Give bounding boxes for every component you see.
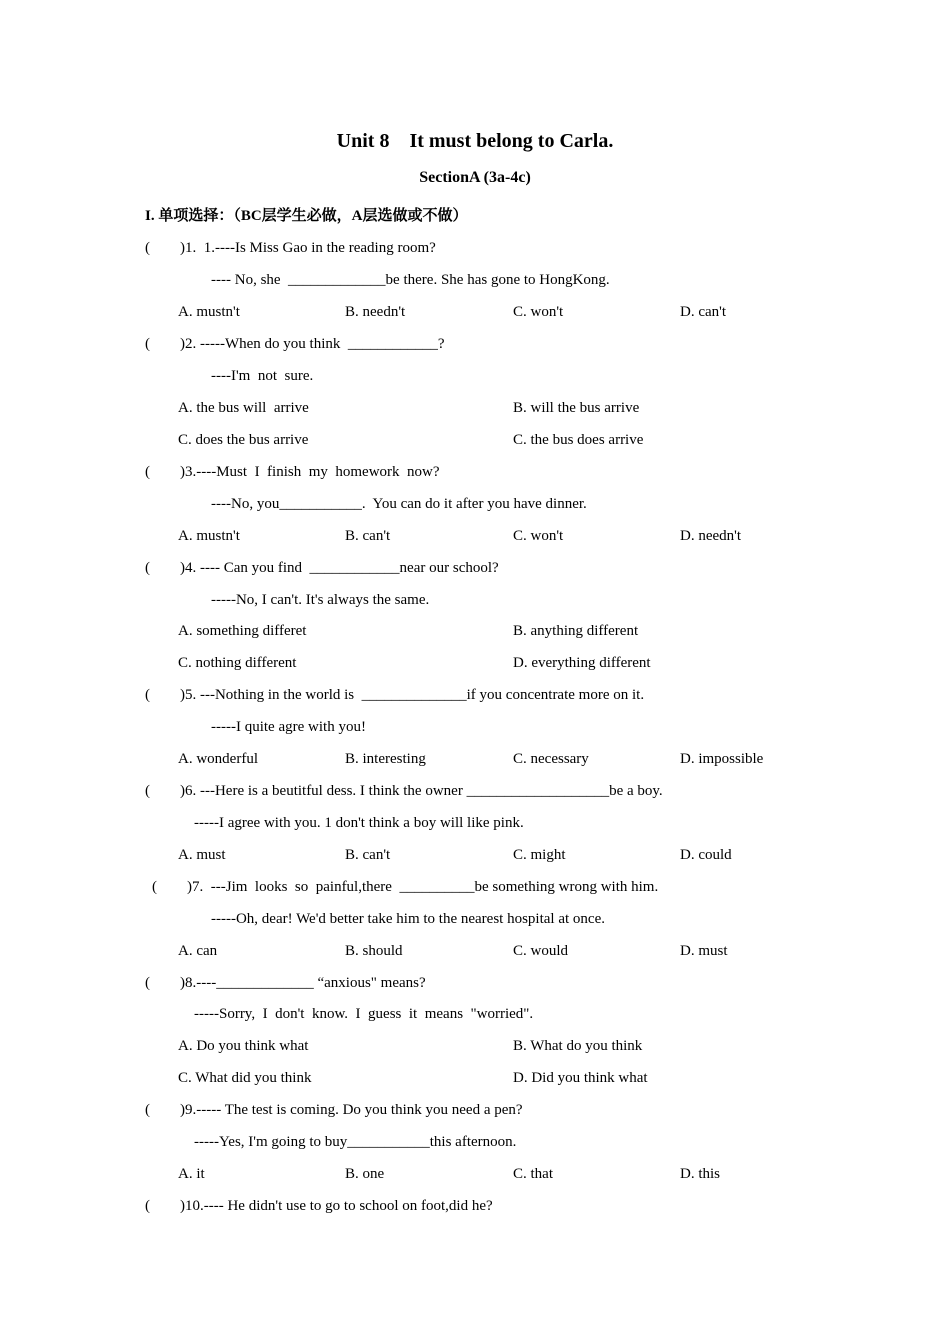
question-3-option-c: C. won't xyxy=(513,528,564,544)
question-8-option-c: C. What did you think xyxy=(178,1070,312,1086)
question-7-option-c: C. would xyxy=(513,943,569,959)
section-heading: I. 单项选择：（BC层学生必做，A层选做或不做） xyxy=(145,208,468,224)
question-6-option-d: D. could xyxy=(680,847,732,863)
question-3-option-a: A. mustn't xyxy=(178,528,240,544)
question-1-option-b: B. needn't xyxy=(345,304,406,320)
question-5-option-d: D. impossible xyxy=(680,751,764,767)
question-2-option-b: B. will the bus arrive xyxy=(513,400,640,416)
question-3-prompt: ( )3.----Must I finish my homework now? xyxy=(145,464,440,480)
question-1-option-c: C. won't xyxy=(513,304,564,320)
question-7-option-b: B. should xyxy=(345,943,403,959)
question-4-option-a: A. something differet xyxy=(178,623,307,639)
question-5-reply: -----I quite agre with you! xyxy=(211,719,366,735)
question-6-option-a: A. must xyxy=(178,847,226,863)
question-9-option-a: A. it xyxy=(178,1166,205,1182)
question-9-option-b: B. one xyxy=(345,1166,385,1182)
question-4-option-d: D. everything different xyxy=(513,655,651,671)
question-5-option-b: B. interesting xyxy=(345,751,426,767)
question-6-option-b: B. can't xyxy=(345,847,391,863)
page-title: Unit 8 It must belong to Carla. xyxy=(336,130,614,152)
question-3-option-b: B. can't xyxy=(345,528,391,544)
question-1-option-a: A. mustn't xyxy=(178,304,240,320)
question-4-option-c: C. nothing different xyxy=(178,655,297,671)
question-9-option-d: D. this xyxy=(680,1166,721,1182)
question-5-option-c: C. necessary xyxy=(513,751,589,767)
question-2-reply: ----I'm not sure. xyxy=(211,368,314,384)
question-2-option-d: C. the bus does arrive xyxy=(513,432,644,448)
question-7-option-d: D. must xyxy=(680,943,728,959)
question-8-option-b: B. What do you think xyxy=(513,1038,643,1054)
question-8-option-a: A. Do you think what xyxy=(178,1038,309,1054)
question-4-prompt: ( )4. ---- Can you find ____________near our school? xyxy=(145,560,499,576)
question-1-option-d: D. can't xyxy=(680,304,727,320)
question-7-reply: -----Oh, dear! We'd better take him to the nearest hospital at once. xyxy=(211,911,605,927)
question-6-option-c: C. might xyxy=(513,847,566,863)
question-6-prompt: ( )6. ---Here is a beutitful dess. I think the owner ___________________be a boy. xyxy=(145,783,663,799)
question-1-prompt: ( )1. 1.----Is Miss Gao in the reading room? xyxy=(145,240,436,256)
question-1-reply: ---- No, she _____________be there. She has gone to HongKong. xyxy=(211,272,610,288)
question-9-option-c: C. that xyxy=(513,1166,553,1182)
question-2-option-c: C. does the bus arrive xyxy=(178,432,309,448)
question-7-option-a: A. can xyxy=(178,943,218,959)
question-2-prompt: ( )2. -----When do you think ____________? xyxy=(145,336,445,352)
question-5-prompt: ( )5. ---Nothing in the world is ______________if you concentrate more on it. xyxy=(145,687,645,703)
question-8-reply: -----Sorry, I don't know. I guess it means "worried". xyxy=(194,1006,534,1022)
question-8-option-d: D. Did you think what xyxy=(513,1070,648,1086)
question-2-option-a: A. the bus will arrive xyxy=(178,400,309,416)
question-4-reply: -----No, I can't. It's always the same. xyxy=(211,592,430,608)
question-3-option-d: D. needn't xyxy=(680,528,742,544)
question-4-option-b: B. anything different xyxy=(513,623,639,639)
question-8-prompt: ( )8.----_____________ “anxious" means? xyxy=(145,975,426,991)
question-6-reply: -----I agree with you. 1 don't think a boy will like pink. xyxy=(194,815,524,831)
question-3-reply: ----No, you___________. You can do it after you have dinner. xyxy=(211,496,587,512)
section-subtitle: SectionA (3a-4c) xyxy=(419,169,531,186)
question-10-prompt: ( )10.---- He didn't use to go to school on foot,did he? xyxy=(145,1198,493,1214)
question-7-prompt: ( )7. ---Jim looks so painful,there __________be something wrong with him. xyxy=(152,879,659,895)
question-9-reply: -----Yes, I'm going to buy___________this afternoon. xyxy=(194,1134,517,1150)
question-5-option-a: A. wonderful xyxy=(178,751,258,767)
question-9-prompt: ( )9.----- The test is coming. Do you think you need a pen? xyxy=(145,1102,523,1118)
